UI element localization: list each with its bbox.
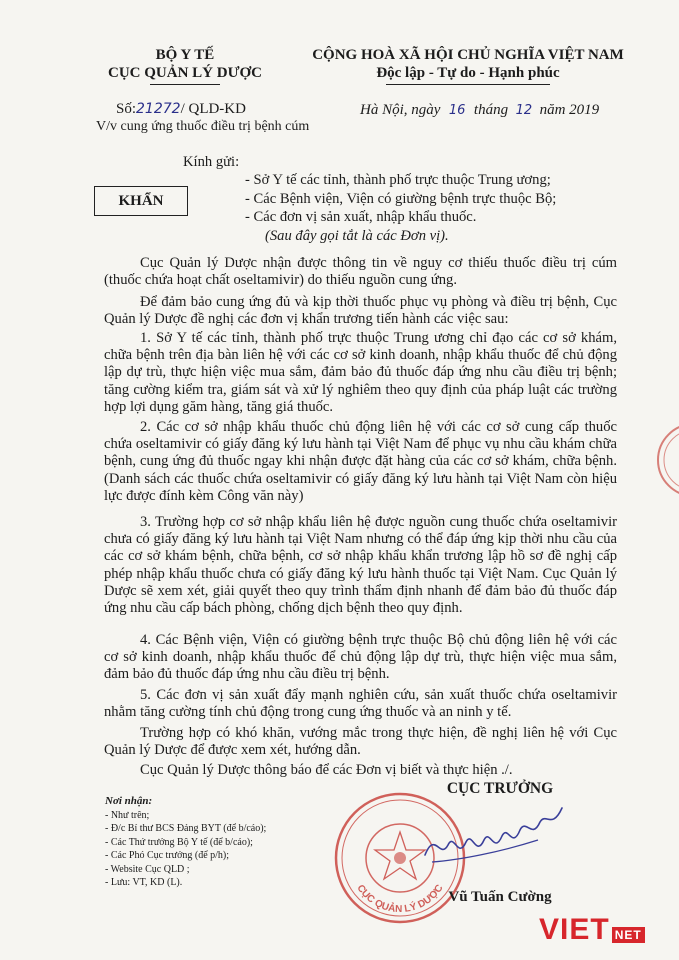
distribution-item: - Lưu: VT, KD (L). <box>105 877 183 888</box>
header-right-underline <box>386 84 550 85</box>
date-place: Hà Nội, ngày <box>360 102 441 118</box>
recipients-greeting: Kính gửi: <box>183 154 240 170</box>
distribution-item: - Như trên; <box>105 809 150 821</box>
document-date <box>360 101 640 120</box>
margin-seal-icon <box>652 420 679 500</box>
distribution-item: - Đ/c Bí thư BCS Đảng BYT (để b/cáo); <box>105 823 267 834</box>
distribution-item: - Các Phó Cục trưởng (để p/h); <box>105 850 230 861</box>
recipients-list <box>245 171 556 245</box>
header-left-underline <box>150 84 220 85</box>
body-paragraph-6: 4. Các Bệnh viện, Viện có giường bệnh trực thuộc Bộ chủ động liên hệ với các cơ sở kinh doanh, nhập khẩu thuốc để chủ động lập dự trù, thực hiện việc mua sắm, đảm bảo đủ thuốc đáp ứng nhu cầu điều trị bệnh. <box>104 632 617 683</box>
body-paragraph-7: 5. Các đơn vị sản xuất đẩy mạnh nghiên cứu, sản xuất thuốc chứa oseltamivir nhằm tăng cường tính chủ động trong cung ứng thuốc và an ninh y tế. <box>104 687 617 721</box>
number-prefix: Số: <box>116 101 137 117</box>
body-paragraph-1: Cục Quản lý Dược nhận được thông tin về nguy cơ thiếu thuốc điều trị cúm (thuốc chứa hoạt chất oseltamivir) do thiếu nguồn cung ứng. <box>104 255 617 289</box>
svg-text:CỤC QUẢN LÝ DƯỢC: CỤC QUẢN LÝ DƯỢC <box>354 882 446 916</box>
distribution-list <box>105 795 266 890</box>
motto: Độc lập - Tự do - Hạnh phúc <box>376 65 560 81</box>
date-month: 12 <box>515 103 533 118</box>
logo-brand: VIET <box>539 913 610 946</box>
body-paragraph-2: Để đảm bảo cung ứng đủ và kịp thời thuốc phục vụ phòng và điều trị bệnh, Cục Quản lý Dược đề nghị các đơn vị khẩn trương tiến hành các việc sau: <box>104 294 617 328</box>
date-year: năm 2019 <box>539 102 600 118</box>
document-subject: V/v cung ứng thuốc điều trị bệnh cúm <box>96 119 310 134</box>
recipient-line: - Các Bệnh viện, Viện có giường bệnh trực thuộc Bộ; <box>245 190 557 207</box>
distribution-item: - Các Thứ trưởng Bộ Y tế (để b/cáo); <box>105 836 253 848</box>
recipient-line: - Sở Y tế các tỉnh, thành phố trực thuộc Trung ương; <box>245 172 551 188</box>
date-day: 16 <box>448 103 466 118</box>
distribution-title: Nơi nhận: <box>105 795 153 807</box>
logo-badge: NET <box>612 927 645 943</box>
department-name: CỤC QUẢN LÝ DƯỢC <box>107 65 263 81</box>
number-suffix: / QLD-KD <box>180 101 246 117</box>
body-paragraph-9: Cục Quản lý Dược thông báo để các Đơn vị biết và thực hiện ./. <box>140 762 513 778</box>
body-paragraph-3: 1. Sở Y tế các tỉnh, thành phố trực thuộc Trung ương chỉ đạo các cơ sở khám, chữa bệnh trên địa bàn liên hệ với các cơ sở kinh doanh, nhập khẩu thuốc để chủ động lập dự trù, thực hiện việc mua sắm, đảm bảo đủ thuốc đáp ứng nhu cầu điều trị bệnh; tăng cường kiểm tra, giám sát và xử lý nghiêm theo quy định của pháp luật các trường hợp lợi dụng găm hàng, tăng giá thuốc. <box>104 330 617 415</box>
ministry-name: BỘ Y TẾ <box>155 47 215 63</box>
date-month-label: tháng <box>473 102 509 118</box>
country-name: CỘNG HOÀ XÃ HỘI CHỦ NGHĨA VIỆT NAM <box>312 47 624 63</box>
document-number <box>116 100 316 118</box>
vietnamnet-logo <box>539 913 645 947</box>
recipients-block <box>183 153 239 171</box>
urgent-stamp: KHẨN <box>94 186 188 216</box>
signer-name: Vũ Tuấn Cường <box>448 889 552 905</box>
distribution-item: - Website Cục QLD ; <box>105 863 190 875</box>
body-paragraph-5: 3. Trường hợp cơ sở nhập khẩu liên hệ được nguồn cung thuốc chứa oseltamivir chưa có giấy đăng ký lưu hành tại Việt Nam nhưng có thể đáp ứng kịp thời nhu cầu của các cơ sở khám bệnh, chữa bệnh, cơ sở nhập khẩu khẩn trương lập hồ sơ đề nghị cấp phép nhập khẩu thuốc chưa có giấy đăng ký lưu hành thuốc tại Việt Nam. Cục Quản lý Dược sẽ xem xét, giải quyết theo quy trình thẩm định nhanh để đảm bảo đủ thuốc đáp ứng nhu cầu cấp bách phòng, chống dịch bệnh theo quy định. <box>104 514 617 617</box>
number-handwritten: 21272 <box>136 101 181 117</box>
body-paragraph-4: 2. Các cơ sở nhập khẩu thuốc chủ động liên hệ với các cơ sở cung cấp thuốc chứa oseltamivir có giấy đăng ký lưu hành tại Việt Nam để phục vụ nhu cầu khám chữa bệnh, cung ứng đủ thuốc ngay khi nhận được đặt hàng của các cơ sở khám, chữa bệnh. (Danh sách các thuốc chứa oseltamivir có giấy đăng ký lưu hành tại Việt Nam còn hiệu lực được đính kèm Công văn này) <box>104 419 617 504</box>
recipient-line: - Các đơn vị sản xuất, nhập khẩu thuốc. <box>245 209 477 225</box>
signature-title: CỤC TRƯỞNG <box>446 780 554 797</box>
body-paragraph-8: Trường hợp có khó khăn, vướng mắc trong thực hiện, đề nghị liên hệ với Cục Quản lý Dược để được xem xét, hướng dẫn. <box>104 725 617 759</box>
recipients-note: (Sau đây gọi tắt là các Đơn vị). <box>265 227 449 244</box>
handwritten-signature-icon <box>420 800 570 880</box>
